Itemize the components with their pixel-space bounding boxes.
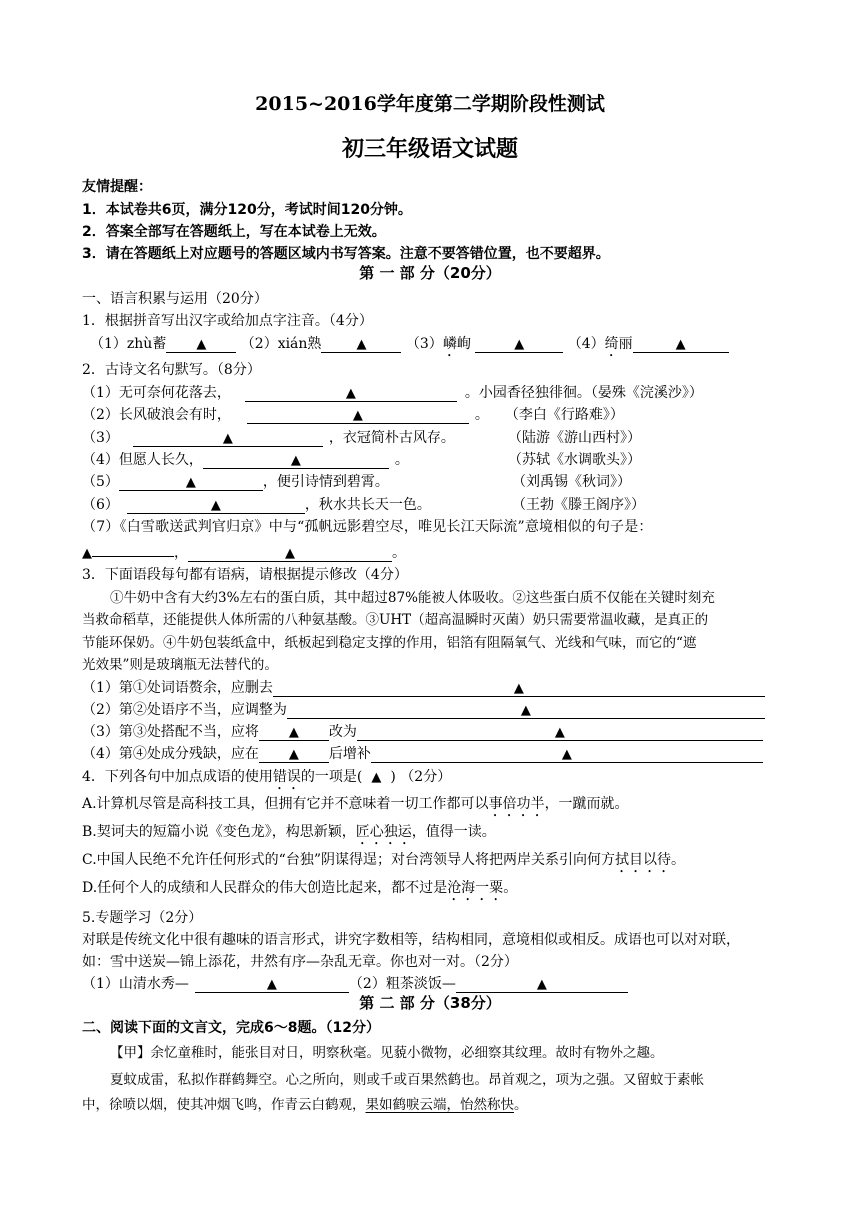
exam-title: 2015~2016学年度第二学期阶段性测试: [255, 93, 605, 115]
dotted-char: 绮: [604, 336, 619, 352]
answer-blank: ▲: [188, 545, 392, 562]
q3-answer-1: （1）第①处词语赘余，应删去 ▲: [82, 679, 765, 697]
question-4-stem: 4．下列各句中加点成语的使用错误的一项是( ▲ ) （2分）: [82, 769, 452, 785]
reminder-item: 3．请在答题纸上对应题号的答题区域内书写答案。注意不要答错位置，也不要超界。: [82, 246, 610, 262]
part2-heading: 第 二 部 分（38分）: [359, 994, 501, 1012]
q5-passage: 如：雪中送炭—锦上添花，井然有序—杂乱无章。你也对一对。（2分）: [82, 954, 518, 970]
q5-passage: 对联是传统文化中很有趣味的语言形式，讲究字数相等，结构相同，意境相似或相反。成语也可以对对联，: [82, 932, 740, 948]
q2-source-5: （刘禹锡《秋词》）: [512, 474, 631, 490]
q2-line-4: （4）但愿人长久， ▲ 。: [82, 452, 409, 468]
q2-source-6: （王勃《滕王阁序》）: [512, 497, 645, 513]
question-5-stem: 5.专题学习（2分）: [82, 910, 203, 926]
q4-option-c: C.中国人民绝不允许任何形式的“台独”阴谋得逞；对台湾领导人将把两岸关系引向何方拭目以待。: [82, 852, 685, 868]
answer-blank: ▲: [371, 746, 763, 763]
answer-blank: ▲: [247, 407, 469, 424]
answer-blank: [92, 540, 174, 557]
q2-line-7: （7）《白雪歌送武判官归京》中与“孤帆远影碧空尽，唯见长江天际流”意境相似的句子是：: [82, 519, 653, 535]
answer-blank: ▲: [203, 452, 389, 469]
q2-line-1: （1）无可奈何花落去， ▲ 。小园香径独徘徊。（晏殊《浣溪沙》）: [82, 385, 703, 401]
q2-line-2: （2）长风破浪会有时， ▲ 。 （李白《行路难》）: [82, 407, 624, 423]
q2-line-7-answers: ▲ ， ▲ 。: [82, 540, 406, 563]
q2-line-3: （3） ▲ ，衣冠简朴古风存。: [82, 430, 455, 446]
answer-blank: ▲: [273, 680, 765, 697]
q3-passage: 光效果”则是玻璃瓶无法替代的。: [82, 657, 278, 673]
question-3-stem: 3．下面语段每句都有语病，请根据提示修改（4分）: [82, 567, 408, 583]
reminder-item: 1．本试卷共6页，满分120分，考试时间120分钟。: [82, 202, 412, 218]
answer-blank: ▲: [245, 385, 457, 402]
dotted-idiom: 匠心独运: [355, 824, 412, 840]
q3-passage: 当救命稻草，还能提供人体所需的八种氨基酸。③UHT（超高温瞬时灭菌）奶只需要常温收藏，是真正的: [82, 612, 709, 628]
section-heading: 二、阅读下面的文言文，完成6～8题。（12分）: [82, 1020, 380, 1036]
q4-option-d: D.任何个人的成绩和人民群众的伟大创造比起来，都不过是沧海一粟。: [82, 880, 518, 896]
dotted-char: 嶙: [442, 336, 457, 352]
q4-option-a: A.计算机尽管是高科技工具，但拥有它并不意味着一切工作都可以事倍功半，一蹴而就。: [82, 796, 629, 812]
q5-answers: （1）山清水秀— ▲ （2）粗茶淡饭— ▲: [82, 975, 628, 993]
q2-line-6: （6） ▲ ，秋水共长天一色。: [82, 497, 431, 513]
q1-item-1: （1）zhù蓄: [90, 336, 167, 352]
q1-item-2: （2）xián熟: [240, 336, 322, 352]
classical-text: 夏蚊成雷，私拟作群鹤舞空。心之所向，则或千或百果然鹤也。昂首观之，项为之强。又留蚊于素帐: [110, 1072, 704, 1088]
question-2-stem: 2．古诗文名句默写。（8分）: [82, 362, 261, 378]
classical-text: 中，徐喷以烟，使其冲烟飞鸣，作青云白鹤观，果如鹤唳云端，怡然称快。: [82, 1097, 528, 1113]
answer-blank: ▲: [357, 724, 763, 741]
question-1-answers: （1）zhù蓄 ▲ （2）xián熟 ▲ （3）嶙峋 ▲ （4）绮丽 ▲: [90, 335, 729, 360]
emphasis-error: 错误: [272, 769, 301, 785]
underlined-sentence: 果如鹤唳云端，怡然称快: [365, 1097, 514, 1113]
classical-text: 【甲】余忆童稚时，能张目对日，明察秋毫。见藐小微物，必细察其纹理。故时有物外之趣。: [110, 1045, 664, 1061]
q2-source-4: （苏轼《水调歌头》）: [508, 452, 641, 468]
answer-blank: ▲: [259, 724, 329, 741]
answer-blank: ▲: [475, 336, 563, 353]
dotted-idiom: 事倍功半: [488, 796, 545, 812]
reminder-item: 2．答案全部写在答题纸上，写在本试卷上无效。: [82, 224, 386, 240]
section-heading: 一、语言积累与运用（20分）: [82, 291, 268, 307]
q1-item-3: （3）: [405, 336, 443, 352]
answer-blank: ▲: [259, 746, 329, 763]
question-1-stem: 1．根据拼音写出汉字或给加点字注音。（4分）: [82, 313, 373, 329]
q4-option-b: B.契诃夫的短篇小说《变色龙》，构思新颖，匠心独运，值得一读。: [82, 824, 496, 840]
q1-item-4: （4）: [567, 336, 605, 352]
q3-answer-4: （4）第④处成分残缺，应在 ▲ 后增补 ▲: [82, 745, 763, 763]
q2-line-5: （5） ▲ ，便引诗情到碧霄。: [82, 474, 389, 490]
q2-source-3: （陆游《游山西村》）: [508, 430, 641, 446]
part1-heading: 第 一 部 分（20分）: [359, 264, 501, 282]
q3-answer-3: （3）第③处搭配不当，应将 ▲ 改为 ▲: [82, 723, 763, 741]
answer-blank: ▲: [127, 497, 305, 514]
exam-subtitle: 初三年级语文试题: [341, 137, 518, 162]
dotted-idiom: 拭目以待: [614, 852, 671, 868]
answer-blank: ▲: [287, 702, 765, 719]
answer-blank: ▲: [133, 430, 323, 447]
answer-blank: ▲: [321, 336, 401, 353]
q3-answer-2: （2）第②处语序不当，应调整为 ▲: [82, 701, 765, 719]
answer-blank: ▲: [195, 976, 349, 993]
answer-blank: ▲: [166, 336, 236, 353]
answer-blank: ▲: [119, 474, 263, 491]
answer-blank: ▲: [633, 336, 729, 353]
q3-passage: ①牛奶中含有大约3%左右的蛋白质，其中超过87%能被人体吸收。②这些蛋白质不仅能在关键时刻充: [110, 590, 715, 606]
dotted-idiom: 沧海一粟: [447, 880, 504, 896]
q3-passage: 节能环保奶。④牛奶包装纸盒中，纸板起到稳定支撑的作用，铝箔有阻隔氧气、光线和气味，而它的“遮: [82, 635, 697, 651]
reminder-heading: 友情提醒：: [82, 179, 152, 195]
answer-blank: ▲: [456, 976, 628, 993]
